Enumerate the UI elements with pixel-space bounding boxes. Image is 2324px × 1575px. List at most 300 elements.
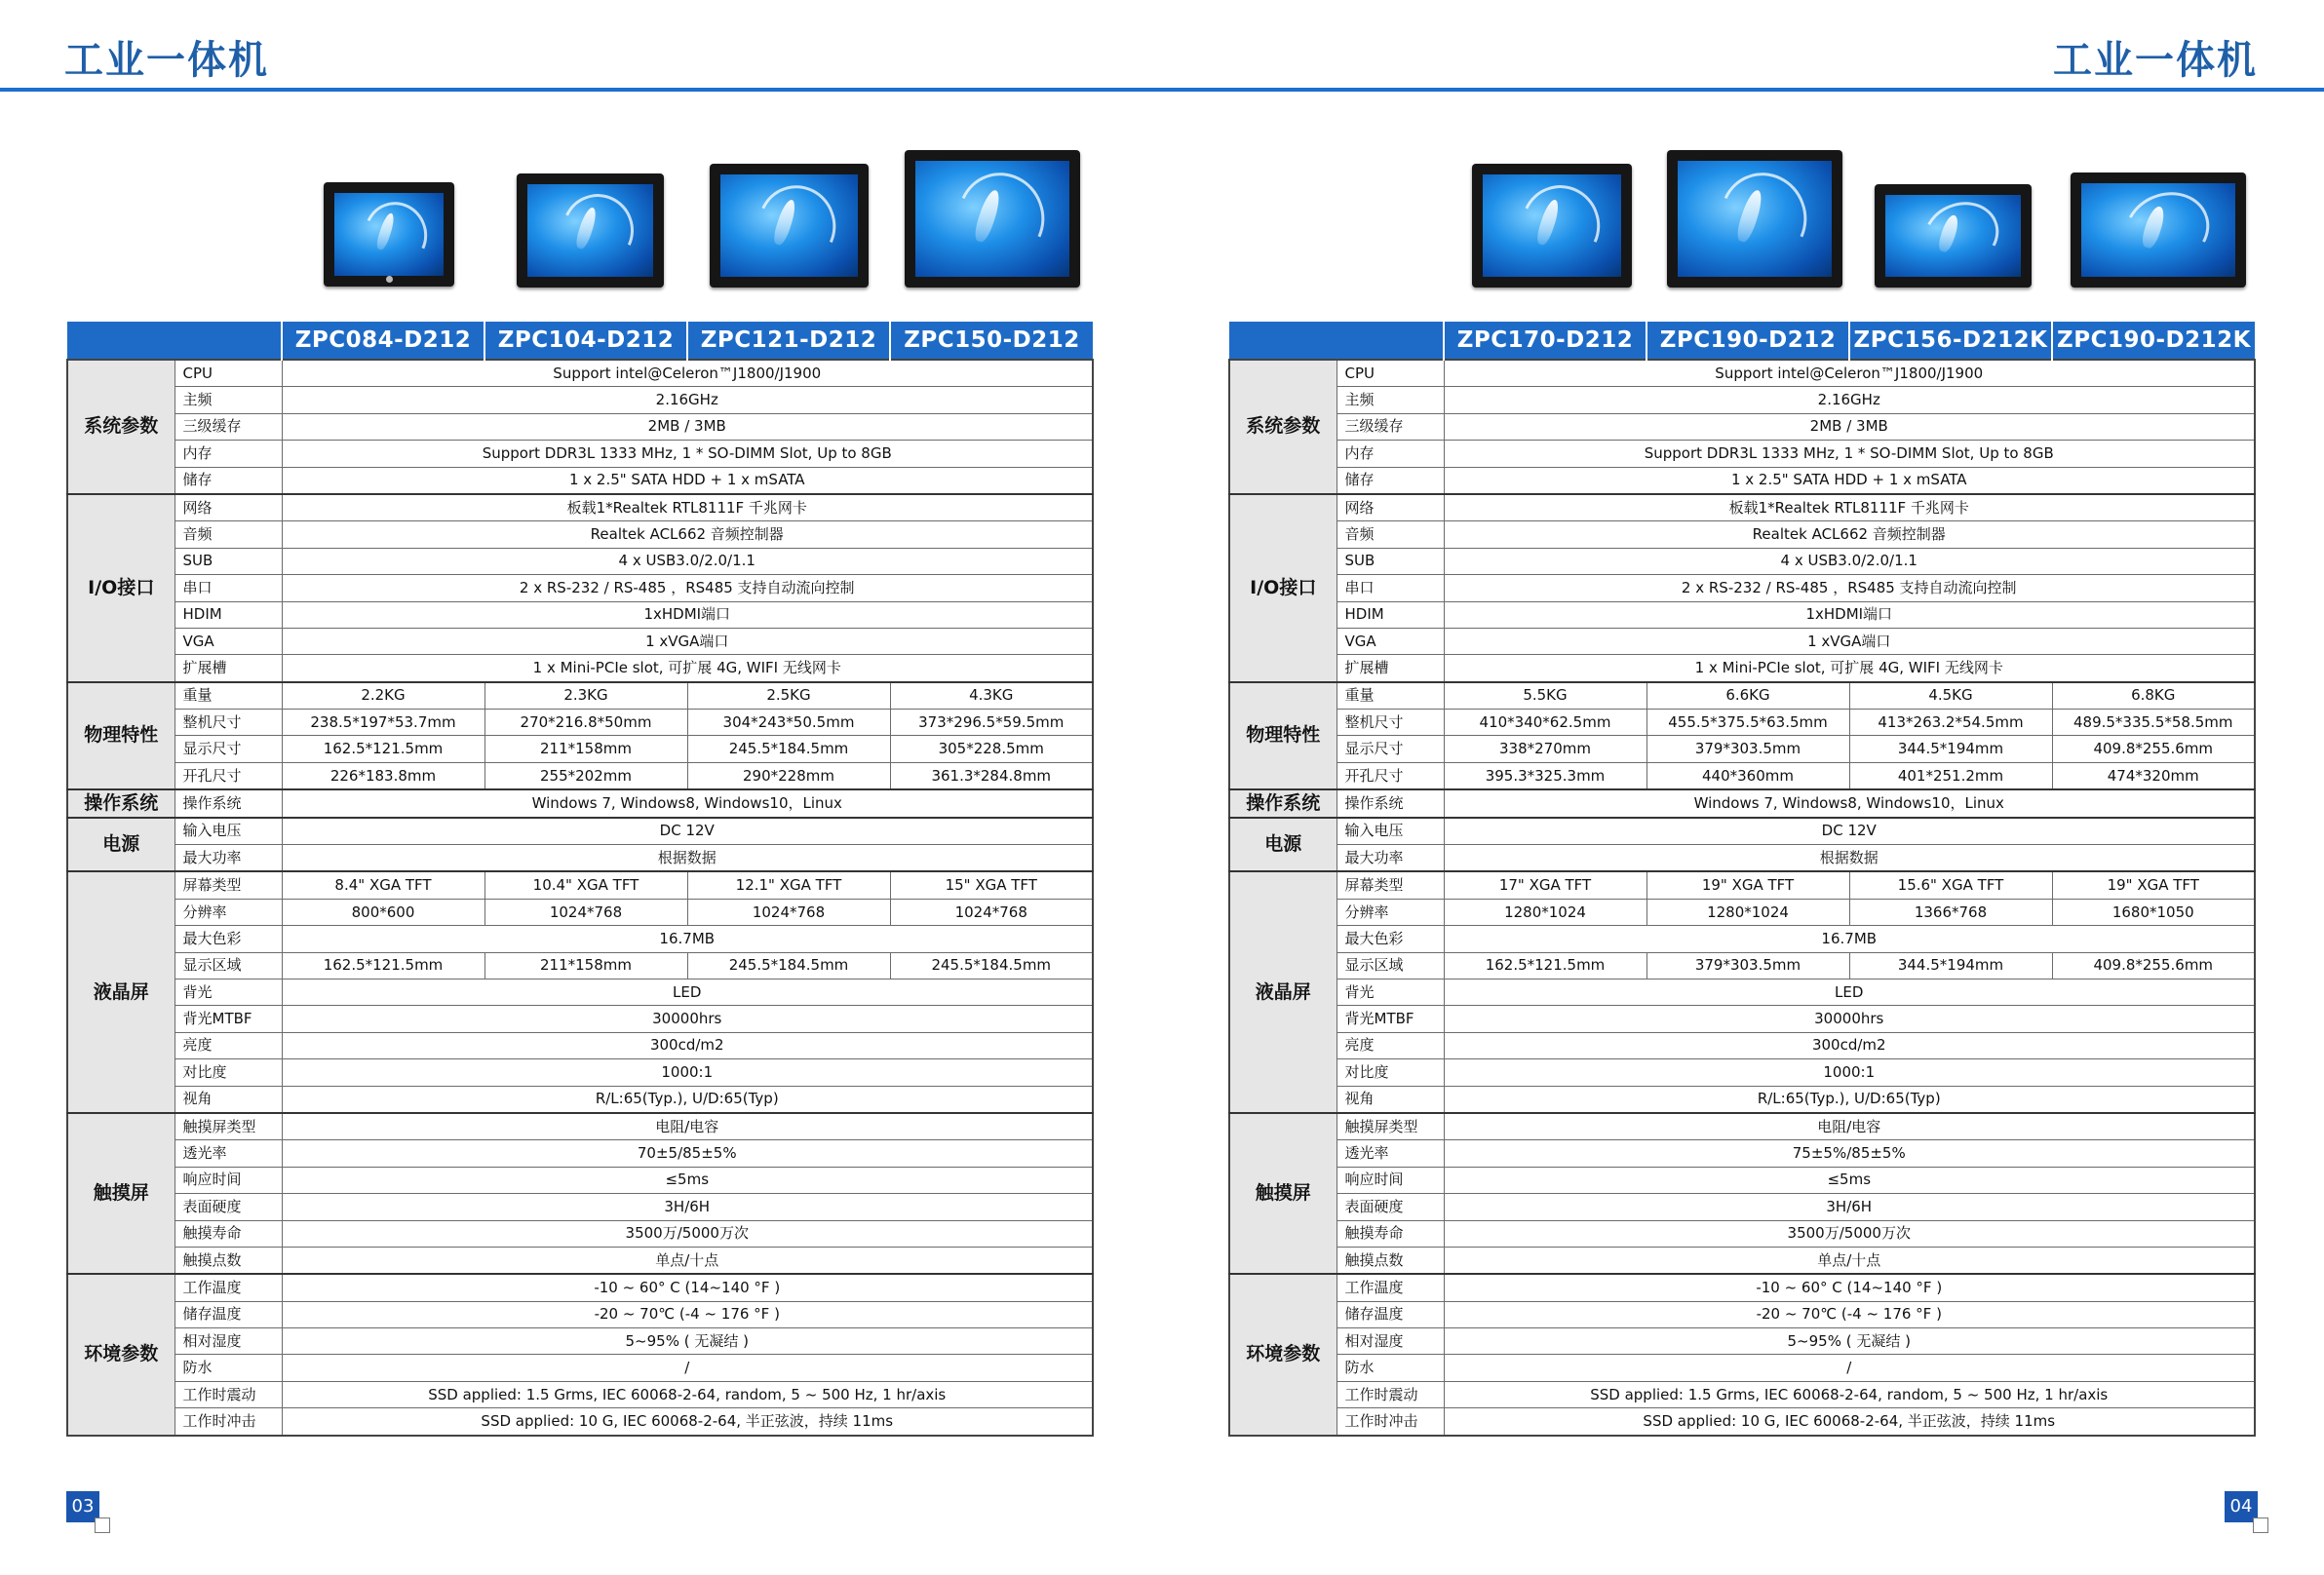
value-cell: 2.16GHz xyxy=(282,387,1093,413)
category-label: 物理特性 xyxy=(67,682,174,790)
value-cell: 1 x 2.5" SATA HDD + 1 x mSATA xyxy=(1444,467,2255,494)
spec-row xyxy=(67,899,1093,925)
param-label: 视角 xyxy=(1336,1086,1444,1113)
param-label: 防水 xyxy=(174,1355,282,1381)
spec-row xyxy=(67,628,1093,654)
param-label: 显示尺寸 xyxy=(174,736,282,762)
spec-table-left xyxy=(66,322,1094,1437)
value-cell: 4 x USB3.0/2.0/1.1 xyxy=(1444,548,2255,574)
value-cell: 1 x 2.5" SATA HDD + 1 x mSATA xyxy=(282,467,1093,494)
header-blank xyxy=(1229,322,1444,360)
spec-row xyxy=(67,736,1093,762)
spec-row xyxy=(67,413,1093,440)
value-cell: 2.5KG xyxy=(687,682,890,710)
model-header: ZPC084-D212 xyxy=(282,322,484,360)
spec-row xyxy=(1229,1086,2255,1113)
value-cell: DC 12V xyxy=(1444,818,2255,845)
value-cell: 17" XGA TFT xyxy=(1444,871,1646,899)
param-label: 串口 xyxy=(1336,575,1444,601)
value-cell: 1 x Mini-PCIe slot, 可扩展 4G, WIFI 无线网卡 xyxy=(1444,655,2255,682)
value-cell: 270*216.8*50mm xyxy=(484,710,687,736)
value-cell: 3500万/5000万次 xyxy=(1444,1220,2255,1247)
value-cell: 395.3*325.3mm xyxy=(1444,762,1646,789)
category-label: 触摸屏 xyxy=(1229,1113,1336,1274)
value-cell: 1366*768 xyxy=(1849,899,2052,925)
param-label: 储存温度 xyxy=(1336,1301,1444,1327)
value-cell: 1000:1 xyxy=(1444,1059,2255,1086)
param-label: 音频 xyxy=(1336,521,1444,548)
value-cell: 30000hrs xyxy=(1444,1006,2255,1032)
param-label: 网络 xyxy=(1336,494,1444,521)
value-cell: SSD applied: 1.5 Grms, IEC 60068-2-64, random, 5 ~ 500 Hz, 1 hr/axis xyxy=(1444,1381,2255,1407)
spec-row xyxy=(67,494,1093,521)
value-cell: 电阻/电容 xyxy=(1444,1113,2255,1140)
spec-row xyxy=(1229,1247,2255,1274)
spec-row xyxy=(1229,682,2255,710)
value-cell: ≤5ms xyxy=(1444,1167,2255,1193)
product-image-7 xyxy=(1875,184,2032,288)
value-cell: 5~95% ( 无凝结 ) xyxy=(282,1328,1093,1355)
spec-row xyxy=(1229,655,2255,682)
spec-row xyxy=(67,1032,1093,1058)
spec-row xyxy=(1229,1006,2255,1032)
value-cell: 211*158mm xyxy=(484,952,687,979)
value-cell: 6.6KG xyxy=(1646,682,1849,710)
product-image-3 xyxy=(710,164,869,288)
spec-row xyxy=(1229,1140,2255,1167)
product-image-5 xyxy=(1472,164,1632,288)
spec-row xyxy=(1229,1113,2255,1140)
value-cell: 2 x RS-232 / RS-485 ，RS485 支持自动流向控制 xyxy=(282,575,1093,601)
spec-row xyxy=(67,762,1093,789)
param-label: 串口 xyxy=(174,575,282,601)
value-cell: / xyxy=(282,1355,1093,1381)
value-cell: 板载1*Realtek RTL8111F 千兆网卡 xyxy=(282,494,1093,521)
page-number: 03 xyxy=(66,1491,99,1522)
model-header: ZPC150-D212 xyxy=(890,322,1093,360)
param-label: 最大色彩 xyxy=(174,926,282,952)
spec-row xyxy=(1229,1059,2255,1086)
value-cell: 单点/十点 xyxy=(1444,1247,2255,1274)
param-label: 开孔尺寸 xyxy=(1336,762,1444,789)
param-label: 背光MTBF xyxy=(174,1006,282,1032)
spec-row xyxy=(67,441,1093,467)
param-label: 内存 xyxy=(1336,441,1444,467)
value-cell: SSD applied: 10 G, IEC 60068-2-64, 半正弦波，持续 11ms xyxy=(282,1408,1093,1436)
param-label: 重量 xyxy=(1336,682,1444,710)
value-cell: 455.5*375.5*63.5mm xyxy=(1646,710,1849,736)
value-cell: 4 x USB3.0/2.0/1.1 xyxy=(282,548,1093,574)
param-label: 亮度 xyxy=(174,1032,282,1058)
value-cell: Realtek ACL662 音频控制器 xyxy=(282,521,1093,548)
value-cell: 304*243*50.5mm xyxy=(687,710,890,736)
value-cell: 373*296.5*59.5mm xyxy=(890,710,1093,736)
value-cell: 226*183.8mm xyxy=(282,762,484,789)
value-cell: 75±5%/85±5% xyxy=(1444,1140,2255,1167)
spec-table-right xyxy=(1228,322,2256,1437)
value-cell: 245.5*184.5mm xyxy=(890,952,1093,979)
param-label: 三级缓存 xyxy=(174,413,282,440)
spec-row xyxy=(67,1194,1093,1220)
spec-row xyxy=(67,952,1093,979)
category-label: 物理特性 xyxy=(1229,682,1336,790)
spec-row xyxy=(67,1086,1093,1113)
value-cell: R/L:65(Typ.), U/D:65(Typ) xyxy=(282,1086,1093,1113)
value-cell: SSD applied: 1.5 Grms, IEC 60068-2-64, random, 5 ~ 500 Hz, 1 hr/axis xyxy=(282,1381,1093,1407)
value-cell: -20 ~ 70℃ (-4 ~ 176 °F ) xyxy=(282,1301,1093,1327)
spec-row xyxy=(1229,1301,2255,1327)
value-cell: 19" XGA TFT xyxy=(2052,871,2255,899)
model-header: ZPC104-D212 xyxy=(484,322,687,360)
value-cell: -10 ~ 60° C (14~140 °F ) xyxy=(282,1274,1093,1301)
product-image-6 xyxy=(1667,150,1842,288)
value-cell: 16.7MB xyxy=(282,926,1093,952)
category-label: 操作系统 xyxy=(67,789,174,817)
spec-row xyxy=(67,710,1093,736)
value-cell: 379*303.5mm xyxy=(1646,736,1849,762)
param-label: 对比度 xyxy=(1336,1059,1444,1086)
param-label: 亮度 xyxy=(1336,1032,1444,1058)
value-cell: 1000:1 xyxy=(282,1059,1093,1086)
param-label: 响应时间 xyxy=(174,1167,282,1193)
value-cell: -20 ~ 70℃ (-4 ~ 176 °F ) xyxy=(1444,1301,2255,1327)
product-image-8 xyxy=(2071,173,2246,288)
param-label: 主频 xyxy=(174,387,282,413)
value-cell: DC 12V xyxy=(282,818,1093,845)
value-cell: 3H/6H xyxy=(282,1194,1093,1220)
param-label: CPU xyxy=(1336,360,1444,387)
spec-row xyxy=(1229,1408,2255,1436)
value-cell: 401*251.2mm xyxy=(1849,762,2052,789)
value-cell: / xyxy=(1444,1355,2255,1381)
category-label: 操作系统 xyxy=(1229,789,1336,817)
value-cell: 1xHDMI端口 xyxy=(282,601,1093,628)
param-label: CPU xyxy=(174,360,282,387)
value-cell: Support intel@Celeron™J1800/J1900 xyxy=(282,360,1093,387)
value-cell: 800*600 xyxy=(282,899,484,925)
spec-row xyxy=(67,1301,1093,1327)
param-label: 工作时冲击 xyxy=(1336,1408,1444,1436)
category-label: 环境参数 xyxy=(1229,1274,1336,1435)
product-image-1 xyxy=(324,182,454,287)
value-cell: 板载1*Realtek RTL8111F 千兆网卡 xyxy=(1444,494,2255,521)
category-label: 环境参数 xyxy=(67,1274,174,1435)
value-cell: 3500万/5000万次 xyxy=(282,1220,1093,1247)
page-number: 04 xyxy=(2225,1491,2258,1522)
value-cell: 440*360mm xyxy=(1646,762,1849,789)
spec-row xyxy=(67,979,1093,1005)
param-label: 触摸寿命 xyxy=(174,1220,282,1247)
spec-row xyxy=(67,1274,1093,1301)
value-cell: 305*228.5mm xyxy=(890,736,1093,762)
spec-row xyxy=(1229,789,2255,817)
spec-row xyxy=(1229,601,2255,628)
spec-row xyxy=(1229,1032,2255,1058)
spec-row xyxy=(1229,360,2255,387)
value-cell: 300cd/m2 xyxy=(1444,1032,2255,1058)
param-label: 触摸点数 xyxy=(1336,1247,1444,1274)
param-label: 透光率 xyxy=(1336,1140,1444,1167)
param-label: 触摸寿命 xyxy=(1336,1220,1444,1247)
category-label: 触摸屏 xyxy=(67,1113,174,1274)
param-label: 主频 xyxy=(1336,387,1444,413)
param-label: 分辨率 xyxy=(1336,899,1444,925)
param-label: 储存 xyxy=(174,467,282,494)
value-cell: 5~95% ( 无凝结 ) xyxy=(1444,1328,2255,1355)
value-cell: 255*202mm xyxy=(484,762,687,789)
spec-row xyxy=(67,1247,1093,1274)
param-label: 触摸屏类型 xyxy=(1336,1113,1444,1140)
param-label: 视角 xyxy=(174,1086,282,1113)
param-label: 响应时间 xyxy=(1336,1167,1444,1193)
header-blank xyxy=(67,322,282,360)
spec-row xyxy=(67,601,1093,628)
spec-row xyxy=(1229,494,2255,521)
value-cell: 6.8KG xyxy=(2052,682,2255,710)
value-cell: 根据数据 xyxy=(1444,845,2255,872)
value-cell: 4.5KG xyxy=(1849,682,2052,710)
value-cell: 1024*768 xyxy=(890,899,1093,925)
param-label: 储存温度 xyxy=(174,1301,282,1327)
spec-row xyxy=(67,1140,1093,1167)
param-label: 工作时震动 xyxy=(1336,1381,1444,1407)
spec-row xyxy=(1229,413,2255,440)
param-label: 工作时冲击 xyxy=(174,1408,282,1436)
spec-row xyxy=(1229,1328,2255,1355)
value-cell: 344.5*194mm xyxy=(1849,736,2052,762)
param-label: 分辨率 xyxy=(174,899,282,925)
param-label: 最大功率 xyxy=(1336,845,1444,872)
spec-row xyxy=(67,548,1093,574)
category-label: 系统参数 xyxy=(1229,360,1336,494)
spec-row xyxy=(67,1006,1093,1032)
param-label: 显示区域 xyxy=(174,952,282,979)
param-label: 屏幕类型 xyxy=(1336,871,1444,899)
spec-row xyxy=(67,1355,1093,1381)
value-cell: 1xHDMI端口 xyxy=(1444,601,2255,628)
page-title-left: 工业一体机 xyxy=(64,38,269,83)
value-cell: 211*158mm xyxy=(484,736,687,762)
value-cell: ≤5ms xyxy=(282,1167,1093,1193)
param-label: 显示区域 xyxy=(1336,952,1444,979)
spec-row xyxy=(1229,818,2255,845)
value-cell: Realtek ACL662 音频控制器 xyxy=(1444,521,2255,548)
value-cell: 1 xVGA端口 xyxy=(1444,628,2255,654)
param-label: 操作系统 xyxy=(174,789,282,817)
model-header: ZPC190-D212K xyxy=(2052,322,2255,360)
param-label: HDIM xyxy=(174,601,282,628)
spec-row xyxy=(1229,548,2255,574)
value-cell: 16.7MB xyxy=(1444,926,2255,952)
param-label: 背光 xyxy=(1336,979,1444,1005)
spec-row xyxy=(1229,575,2255,601)
value-cell: 1024*768 xyxy=(687,899,890,925)
param-label: SUB xyxy=(174,548,282,574)
param-label: SUB xyxy=(1336,548,1444,574)
spec-row xyxy=(1229,521,2255,548)
value-cell: 8.4" XGA TFT xyxy=(282,871,484,899)
spec-row xyxy=(1229,441,2255,467)
param-label: 触摸点数 xyxy=(174,1247,282,1274)
param-label: 扩展槽 xyxy=(1336,655,1444,682)
category-label: 电源 xyxy=(67,818,174,872)
model-header: ZPC190-D212 xyxy=(1646,322,1849,360)
spec-row xyxy=(67,1167,1093,1193)
value-cell: 30000hrs xyxy=(282,1006,1093,1032)
product-image-4 xyxy=(905,150,1080,288)
spec-row xyxy=(67,1381,1093,1407)
param-label: 相对湿度 xyxy=(174,1328,282,1355)
param-label: 背光 xyxy=(174,979,282,1005)
spec-row xyxy=(1229,1220,2255,1247)
param-label: 输入电压 xyxy=(174,818,282,845)
category-label: 系统参数 xyxy=(67,360,174,494)
spec-row xyxy=(1229,1381,2255,1407)
value-cell: 361.3*284.8mm xyxy=(890,762,1093,789)
param-label: 防水 xyxy=(1336,1355,1444,1381)
value-cell: 1 xVGA端口 xyxy=(282,628,1093,654)
value-cell: 3H/6H xyxy=(1444,1194,2255,1220)
spec-row xyxy=(67,1220,1093,1247)
value-cell: 根据数据 xyxy=(282,845,1093,872)
spec-row xyxy=(67,1328,1093,1355)
value-cell: Support DDR3L 1333 MHz, 1 * SO-DIMM Slot, Up to 8GB xyxy=(1444,441,2255,467)
param-label: 屏幕类型 xyxy=(174,871,282,899)
param-label: 最大色彩 xyxy=(1336,926,1444,952)
page-right xyxy=(1162,0,2324,1575)
model-header: ZPC170-D212 xyxy=(1444,322,1646,360)
value-cell: 409.8*255.6mm xyxy=(2052,736,2255,762)
spec-row xyxy=(67,575,1093,601)
param-label: 开孔尺寸 xyxy=(174,762,282,789)
spec-row xyxy=(67,467,1093,494)
param-label: 输入电压 xyxy=(1336,818,1444,845)
value-cell: 489.5*335.5*58.5mm xyxy=(2052,710,2255,736)
param-label: 对比度 xyxy=(174,1059,282,1086)
value-cell: 70±5/85±5% xyxy=(282,1140,1093,1167)
value-cell: 电阻/电容 xyxy=(282,1113,1093,1140)
spec-row xyxy=(1229,1274,2255,1301)
param-label: 触摸屏类型 xyxy=(174,1113,282,1140)
category-label: 电源 xyxy=(1229,818,1336,872)
spec-row xyxy=(1229,1167,2255,1193)
param-label: HDIM xyxy=(1336,601,1444,628)
value-cell: 2MB / 3MB xyxy=(1444,413,2255,440)
param-label: 三级缓存 xyxy=(1336,413,1444,440)
spec-row xyxy=(67,1113,1093,1140)
value-cell: 4.3KG xyxy=(890,682,1093,710)
value-cell: 2.16GHz xyxy=(1444,387,2255,413)
param-label: 重量 xyxy=(174,682,282,710)
value-cell: 1024*768 xyxy=(484,899,687,925)
param-label: 内存 xyxy=(174,441,282,467)
model-header: ZPC156-D212K xyxy=(1849,322,2052,360)
value-cell: Windows 7, Windows8, Windows10，Linux xyxy=(1444,789,2255,817)
param-label: 整机尺寸 xyxy=(1336,710,1444,736)
value-cell: 379*303.5mm xyxy=(1646,952,1849,979)
spec-row xyxy=(67,789,1093,817)
value-cell: LED xyxy=(282,979,1093,1005)
model-header: ZPC121-D212 xyxy=(687,322,890,360)
param-label: 音频 xyxy=(174,521,282,548)
value-cell: SSD applied: 10 G, IEC 60068-2-64, 半正弦波，持续 11ms xyxy=(1444,1408,2255,1436)
param-label: 透光率 xyxy=(174,1140,282,1167)
value-cell: 1 x Mini-PCIe slot, 可扩展 4G, WIFI 无线网卡 xyxy=(282,655,1093,682)
value-cell: 474*320mm xyxy=(2052,762,2255,789)
param-label: 工作温度 xyxy=(1336,1274,1444,1301)
spec-row xyxy=(1229,845,2255,872)
spec-row xyxy=(67,1408,1093,1436)
spec-row xyxy=(67,871,1093,899)
spec-row xyxy=(1229,926,2255,952)
spec-row xyxy=(1229,710,2255,736)
value-cell: 162.5*121.5mm xyxy=(282,736,484,762)
value-cell: 410*340*62.5mm xyxy=(1444,710,1646,736)
value-cell: 12.1" XGA TFT xyxy=(687,871,890,899)
spec-row xyxy=(1229,467,2255,494)
page-title-right: 工业一体机 xyxy=(2053,38,2258,83)
spec-row xyxy=(1229,1355,2255,1381)
category-label: 液晶屏 xyxy=(67,871,174,1113)
category-label: 液晶屏 xyxy=(1229,871,1336,1113)
value-cell: 1280*1024 xyxy=(1444,899,1646,925)
value-cell: -10 ~ 60° C (14~140 °F ) xyxy=(1444,1274,2255,1301)
value-cell: Windows 7, Windows8, Windows10，Linux xyxy=(282,789,1093,817)
param-label: 最大功率 xyxy=(174,845,282,872)
product-image-2 xyxy=(517,173,664,288)
value-cell: 409.8*255.6mm xyxy=(2052,952,2255,979)
param-label: 操作系统 xyxy=(1336,789,1444,817)
value-cell: 300cd/m2 xyxy=(282,1032,1093,1058)
spec-row xyxy=(67,845,1093,872)
value-cell: 338*270mm xyxy=(1444,736,1646,762)
value-cell: 413*263.2*54.5mm xyxy=(1849,710,2052,736)
spec-row xyxy=(67,655,1093,682)
value-cell: 1280*1024 xyxy=(1646,899,1849,925)
spec-row xyxy=(1229,736,2255,762)
value-cell: 162.5*121.5mm xyxy=(282,952,484,979)
param-label: 相对湿度 xyxy=(1336,1328,1444,1355)
value-cell: 245.5*184.5mm xyxy=(687,952,890,979)
spec-row xyxy=(1229,979,2255,1005)
spec-row xyxy=(1229,871,2255,899)
value-cell: 10.4" XGA TFT xyxy=(484,871,687,899)
value-cell: 2.3KG xyxy=(484,682,687,710)
param-label: 背光MTBF xyxy=(1336,1006,1444,1032)
param-label: 整机尺寸 xyxy=(174,710,282,736)
value-cell: 单点/十点 xyxy=(282,1247,1093,1274)
param-label: 网络 xyxy=(174,494,282,521)
param-label: 工作时震动 xyxy=(174,1381,282,1407)
value-cell: 2 x RS-232 / RS-485 ，RS485 支持自动流向控制 xyxy=(1444,575,2255,601)
value-cell: 15" XGA TFT xyxy=(890,871,1093,899)
param-label: VGA xyxy=(174,628,282,654)
spec-row xyxy=(1229,628,2255,654)
param-label: 工作温度 xyxy=(174,1274,282,1301)
category-label: I/O接口 xyxy=(67,494,174,682)
spec-row xyxy=(1229,952,2255,979)
value-cell: 290*228mm xyxy=(687,762,890,789)
spec-row xyxy=(67,818,1093,845)
value-cell: 15.6" XGA TFT xyxy=(1849,871,2052,899)
spec-row xyxy=(1229,762,2255,789)
value-cell: R/L:65(Typ.), U/D:65(Typ) xyxy=(1444,1086,2255,1113)
value-cell: 245.5*184.5mm xyxy=(687,736,890,762)
spec-row xyxy=(1229,387,2255,413)
spec-row xyxy=(67,1059,1093,1086)
value-cell: 162.5*121.5mm xyxy=(1444,952,1646,979)
value-cell: 1680*1050 xyxy=(2052,899,2255,925)
